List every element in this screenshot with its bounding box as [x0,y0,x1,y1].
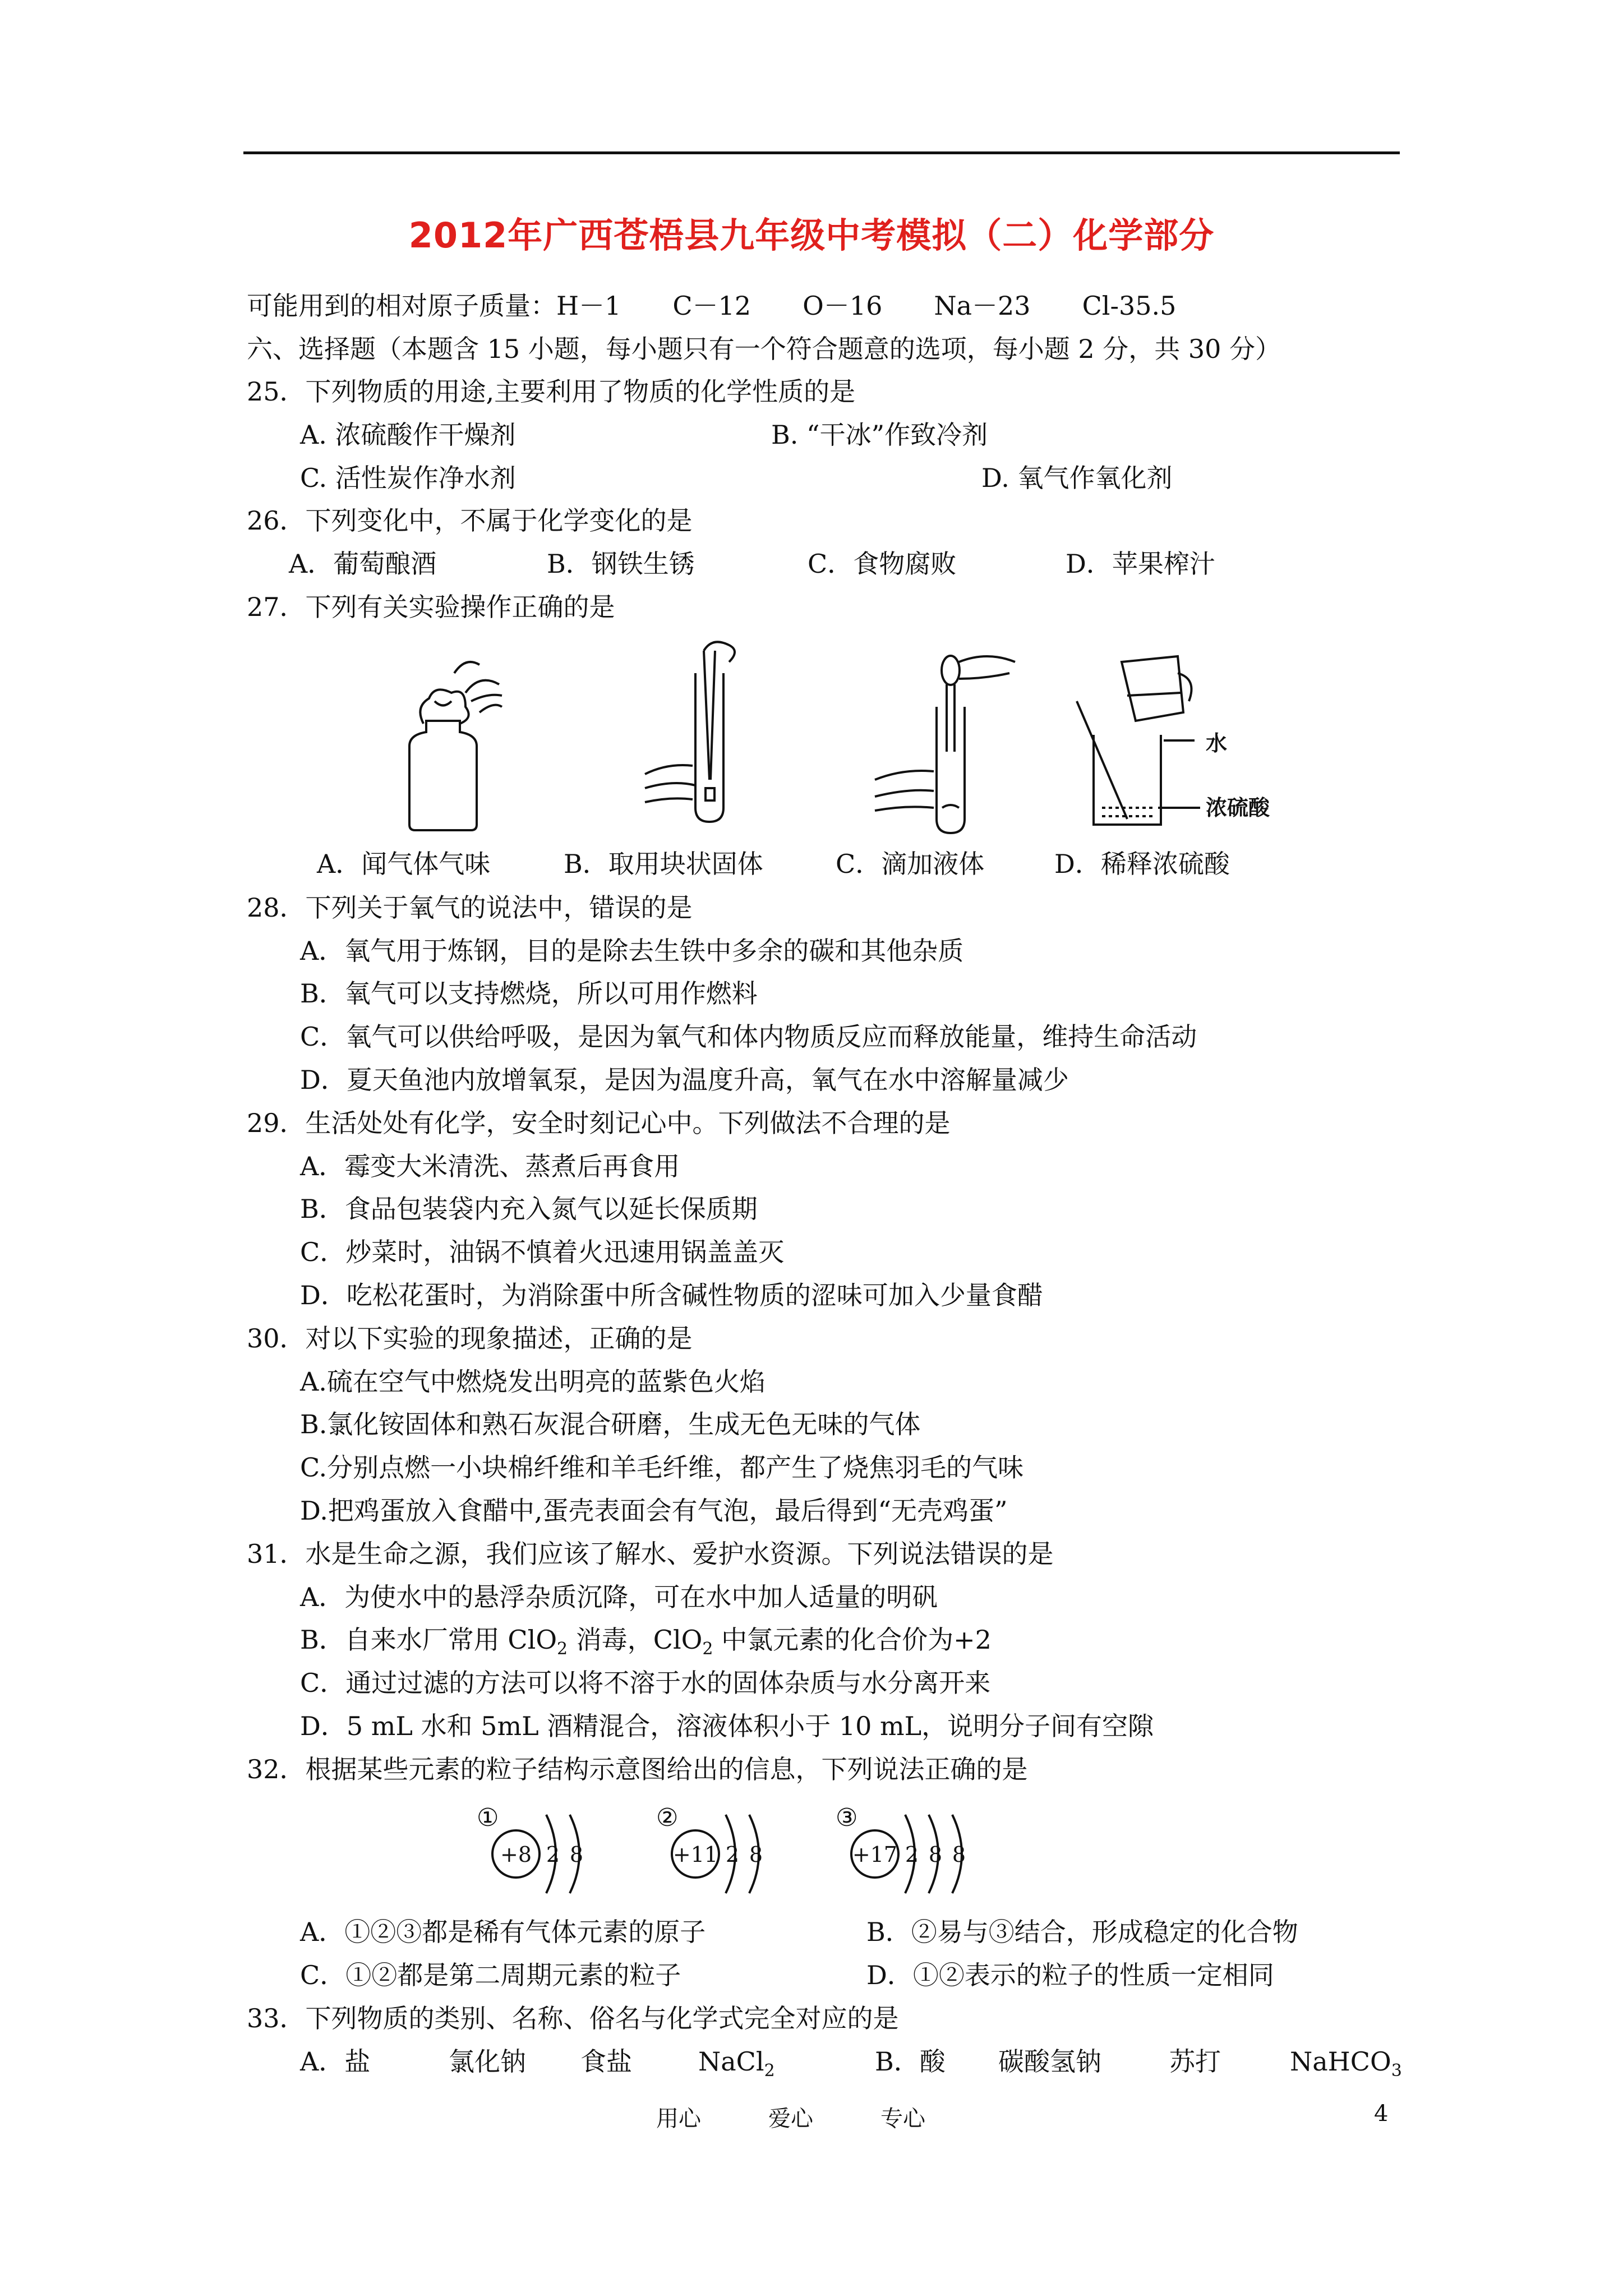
q31-stem: 31．水是生命之源，我们应该了解水、爱护水资源。下列说法错误的是 [247,1539,1054,1569]
footer-word-1: 用心 [656,2106,701,2132]
atom-3-shell-electrons: 8 [952,1842,966,1867]
dropper-illustration [875,656,1015,833]
q33-b-category: B．酸 [875,2046,946,2077]
footer-word-3: 专心 [880,2106,925,2132]
q26-option-d: D．苹果榨汁 [1066,549,1215,579]
q33-a-name: 氯化钠 [449,2046,526,2077]
q28-option-d: D．夏天鱼池内放增氧泵，是因为温度升高，氧气在水中溶解量减少 [300,1065,1069,1095]
q32-option-d: D．①②表示的粒子的性质一定相同 [866,1960,1274,1990]
q25-option-c: C. 活性炭作净水剂 [300,463,516,493]
q27-option-c: C．滴加液体 [836,849,985,879]
q25-option-b: B. “干冰”作致冷剂 [771,420,988,450]
header-rule [243,151,1400,154]
atom-3-shell-electrons: 2 [905,1842,919,1867]
q29-option-a: A．霉变大米清洗、蒸煮后再食用 [300,1151,680,1181]
page-number: 4 [1374,2101,1389,2127]
q31-option-d: D．5 mL 水和 5mL 酒精混合，溶液体积小于 10 mL，说明分子间有空隙 [300,1711,1154,1741]
q31-option-a: A．为使水中的悬浮杂质沉降，可在水中加人适量的明矾 [300,1582,938,1612]
q27-option-a: A．闻气体气味 [317,849,491,879]
label-water: 水 [1206,731,1228,756]
atom-3-mark: ③ [836,1803,858,1832]
q25-option-d: D. 氧气作氧化剂 [981,463,1173,493]
q27-option-d: D．稀释浓硫酸 [1054,849,1230,879]
q30-option-b: B.氯化铵固体和熟石灰混合研磨，生成无色无味的气体 [300,1409,921,1439]
atom-2-mark: ② [656,1803,679,1832]
q32-option-a: A．①②③都是稀有气体元素的原子 [300,1917,706,1947]
q30-option-a: A.硫在空气中燃烧发出明亮的蓝紫色火焰 [300,1366,766,1397]
q33-b-formula: NaHCO$_3$ [1290,2046,1402,2081]
atom-2-shell-electrons: 8 [749,1842,763,1867]
q31-option-c: C．通过过滤的方法可以将不溶于水的固体杂质与水分离开来 [300,1668,991,1698]
q29-option-c: C．炒菜时，油锅不慎着火迅速用锅盖盖灭 [300,1237,785,1267]
q28-stem: 28．下列关于氧气的说法中，错误的是 [247,892,693,923]
q28-option-b: B．氧气可以支持燃烧，所以可用作燃料 [300,978,758,1009]
q33-a-category: A．盐 [300,2046,371,2077]
section-heading: 六、选择题（本题含 15 小题，每小题只有一个符合题意的选项，每小题 2 分，共 30 分） [247,334,1281,364]
q32-option-b: B．②易与③结合，形成稳定的化合物 [866,1917,1298,1947]
q33-stem: 33．下列物质的类别、名称、俗名与化学式完全对应的是 [247,2003,899,2033]
q33-a-formula: NaCl$_2$ [698,2046,775,2081]
q27-stem: 27．下列有关实验操作正确的是 [247,592,615,622]
q25-option-a: A. 浓硫酸作干燥剂 [300,420,516,450]
q26-stem: 26．下列变化中，不属于化学变化的是 [247,505,693,536]
atom-1-nucleus-charge: +8 [500,1842,532,1867]
q33-a-common-name: 食盐 [580,2046,632,2077]
atomic-masses: 可能用到的相对原子质量：H－1 C－12 O－16 Na－23 Cl-35.5 [247,291,1177,321]
q30-option-d: D.把鸡蛋放入食醋中,蛋壳表面会有气泡，最后得到“无壳鸡蛋” [300,1496,1008,1526]
solid-tweezers-illustration [645,642,735,822]
atom-1-shell-electrons: 2 [546,1842,560,1867]
q26-option-a: A．葡萄酿酒 [289,549,437,579]
q29-stem: 29．生活处处有化学，安全时刻记心中。下列做法不合理的是 [247,1108,951,1138]
q26-option-c: C．食物腐败 [808,549,957,579]
q28-option-c: C．氧气可以供给呼吸，是因为氧气和体内物质反应而释放能量，维持生命活动 [300,1022,1197,1052]
q31-option-b: B．自来水厂常用 ClO$_2$ 消毒，ClO$_2$ 中氯元素的化合价为+2 [300,1625,992,1659]
footer-word-2: 爱心 [768,2106,813,2132]
q26-option-b: B．钢铁生锈 [547,549,695,579]
atomic-structure-diagrams [471,1795,1009,1902]
q33-b-name: 碳酸氢钠 [998,2046,1101,2077]
q32-option-c: C．①②都是第二周期元素的粒子 [300,1960,681,1990]
label-concentrated-acid: 浓硫酸 [1206,795,1270,820]
lab-operations-figure [381,639,1301,836]
dilute-acid-illustration [1077,656,1200,825]
q29-option-b: B．食品包装袋内充入氮气以延长保质期 [300,1194,758,1224]
q28-option-a: A．氧气用于炼钢，目的是除去生铁中多余的碳和其他杂质 [300,936,964,966]
atom-3-nucleus-charge: +17 [852,1842,898,1867]
page-title: 2012年广西苍梧县九年级中考模拟（二）化学部分 [408,215,1215,256]
q32-stem: 32．根据某些元素的粒子结构示意图给出的信息，下列说法正确的是 [247,1754,1028,1784]
q25-stem: 25．下列物质的用途,主要利用了物质的化学性质的是 [247,376,856,407]
atom-2-nucleus-charge: +11 [672,1842,718,1867]
q30-stem: 30．对以下实验的现象描述，正确的是 [247,1323,693,1354]
atom-3-shell-electrons: 8 [928,1842,943,1867]
atom-1-shell-electrons: 8 [569,1842,584,1867]
q30-option-c: C.分别点燃一小块棉纤维和羊毛纤维，都产生了烧焦羽毛的气味 [300,1452,1024,1483]
q29-option-d: D．吃松花蛋时，为消除蛋中所含碱性物质的涩味可加入少量食醋 [300,1280,1043,1310]
q27-option-b: B．取用块状固体 [564,849,763,879]
atom-1-mark: ① [477,1803,499,1832]
q33-b-common-name: 苏打 [1169,2046,1221,2077]
smell-gas-illustration [409,662,502,830]
atom-2-shell-electrons: 2 [725,1842,740,1867]
